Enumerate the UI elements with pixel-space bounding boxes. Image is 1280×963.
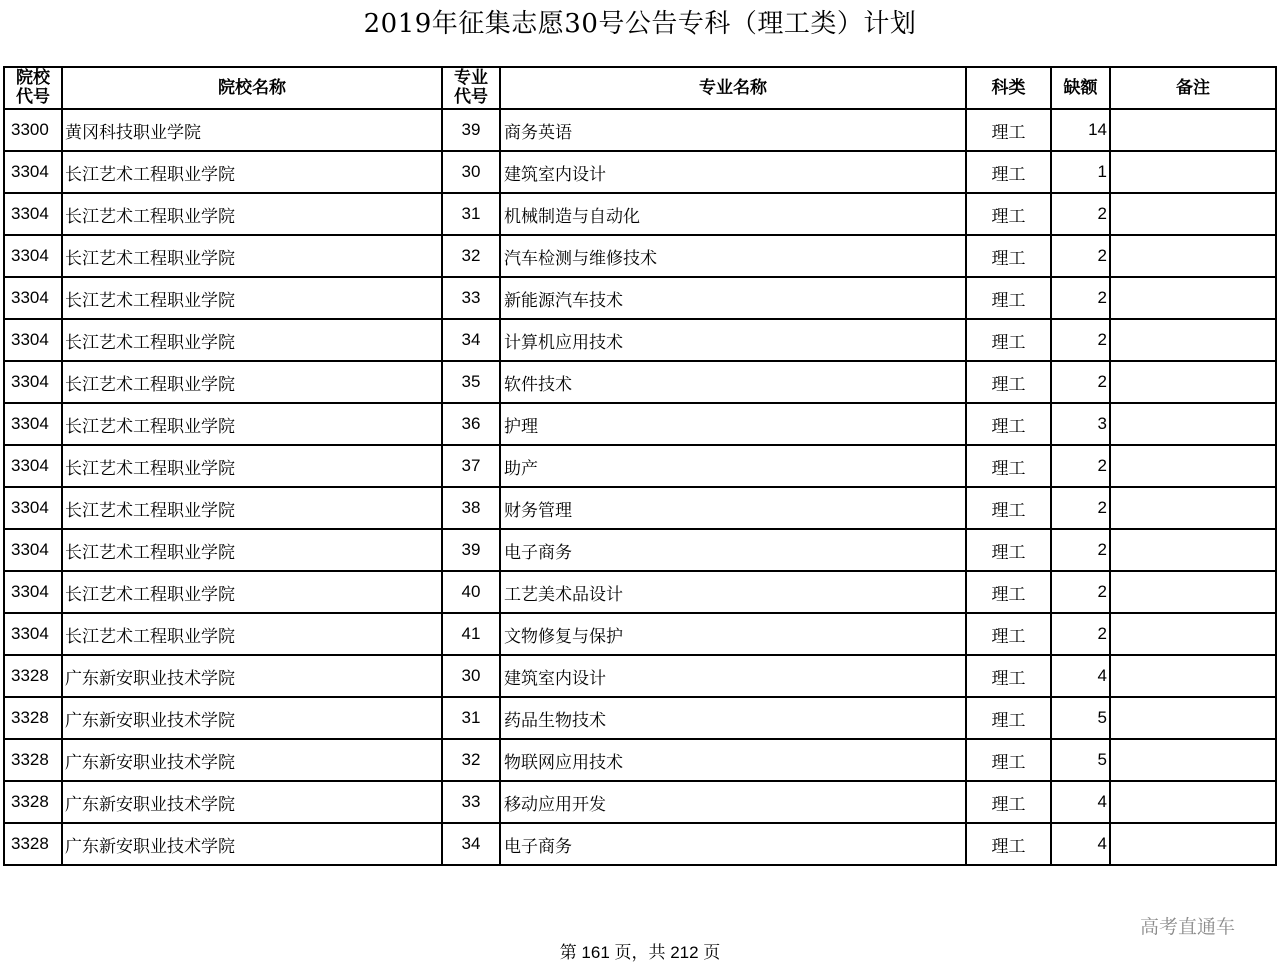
header-quota: 缺额 [1051,67,1110,109]
cell-major-name: 机械制造与自动化 [500,193,966,235]
header-major-name: 专业名称 [500,67,966,109]
cell-major-name: 软件技术 [500,361,966,403]
cell-major-code: 37 [442,445,500,487]
cell-major-name: 工艺美术品设计 [500,571,966,613]
cell-major-name: 商务英语 [500,109,966,151]
cell-major-code: 38 [442,487,500,529]
cell-category: 理工 [966,487,1051,529]
cell-major-code: 36 [442,403,500,445]
cell-quota: 14 [1051,109,1110,151]
cell-category: 理工 [966,403,1051,445]
cell-remark [1110,361,1276,403]
cell-major-code: 31 [442,697,500,739]
cell-major-code: 34 [442,319,500,361]
cell-school-name: 长江艺术工程职业学院 [62,445,442,487]
table-row [4,613,1276,655]
cell-remark [1110,151,1276,193]
table-row [4,277,1276,319]
cell-school-name: 长江艺术工程职业学院 [62,487,442,529]
cell-quota: 2 [1051,445,1110,487]
cell-category: 理工 [966,613,1051,655]
cell-quota: 4 [1051,823,1110,865]
cell-school-code: 3304 [4,193,62,235]
table-row [4,445,1276,487]
cell-major-code: 31 [442,193,500,235]
cell-remark [1110,823,1276,865]
cell-school-name: 长江艺术工程职业学院 [62,277,442,319]
cell-major-code: 41 [442,613,500,655]
cell-school-name: 黄冈科技职业学院 [62,109,442,151]
header-remark: 备注 [1110,67,1276,109]
header-category: 科类 [966,67,1051,109]
cell-school-code: 3304 [4,445,62,487]
cell-category: 理工 [966,109,1051,151]
cell-school-name: 长江艺术工程职业学院 [62,361,442,403]
table-row [4,697,1276,739]
header-school-code-line1: 院校 [16,68,50,88]
cell-school-code: 3304 [4,571,62,613]
cell-major-code: 34 [442,823,500,865]
table-row [4,319,1276,361]
header-school-code [4,67,62,109]
cell-major-code: 30 [442,655,500,697]
cell-quota: 2 [1051,571,1110,613]
cell-major-name: 新能源汽车技术 [500,277,966,319]
table-row [4,193,1276,235]
cell-major-code: 33 [442,277,500,319]
cell-category: 理工 [966,151,1051,193]
cell-remark [1110,781,1276,823]
cell-quota: 2 [1051,361,1110,403]
cell-quota: 1 [1051,151,1110,193]
cell-remark [1110,697,1276,739]
cell-category: 理工 [966,193,1051,235]
table-row [4,655,1276,697]
cell-major-name: 财务管理 [500,487,966,529]
cell-major-name: 护理 [500,403,966,445]
cell-school-name: 长江艺术工程职业学院 [62,235,442,277]
page-title: 2019年征集志愿30号公告专科（理工类）计划 [363,9,917,39]
cell-category: 理工 [966,235,1051,277]
cell-major-code: 33 [442,781,500,823]
enrollment-plan-table [3,66,1277,866]
cell-remark [1110,445,1276,487]
cell-category: 理工 [966,781,1051,823]
cell-quota: 5 [1051,739,1110,781]
cell-major-code: 30 [442,151,500,193]
table-row [4,235,1276,277]
cell-major-name: 电子商务 [500,823,966,865]
cell-quota: 2 [1051,529,1110,571]
cell-remark [1110,403,1276,445]
cell-remark [1110,193,1276,235]
cell-school-name: 长江艺术工程职业学院 [62,193,442,235]
cell-major-code: 39 [442,109,500,151]
cell-quota: 2 [1051,235,1110,277]
cell-quota: 4 [1051,655,1110,697]
cell-school-name: 长江艺术工程职业学院 [62,403,442,445]
cell-category: 理工 [966,361,1051,403]
cell-category: 理工 [966,739,1051,781]
table-row [4,361,1276,403]
cell-school-name: 广东新安职业技术学院 [62,823,442,865]
cell-major-name: 建筑室内设计 [500,151,966,193]
watermark: 高考直通车 [1140,916,1236,938]
cell-school-name: 长江艺术工程职业学院 [62,571,442,613]
cell-quota: 2 [1051,277,1110,319]
cell-quota: 2 [1051,319,1110,361]
table-header-row [4,67,1276,109]
cell-school-code: 3304 [4,403,62,445]
cell-major-name: 建筑室内设计 [500,655,966,697]
cell-school-code: 3304 [4,319,62,361]
cell-category: 理工 [966,277,1051,319]
cell-school-code: 3304 [4,151,62,193]
cell-school-code: 3304 [4,613,62,655]
cell-category: 理工 [966,445,1051,487]
table-row [4,487,1276,529]
header-major-code-line1: 专业 [454,68,488,88]
cell-school-code: 3328 [4,655,62,697]
cell-school-name: 广东新安职业技术学院 [62,781,442,823]
cell-major-code: 39 [442,529,500,571]
page-footer: 第 161 页，共 212 页 [559,943,721,962]
cell-remark [1110,739,1276,781]
table-row [4,151,1276,193]
cell-school-code: 3304 [4,487,62,529]
cell-major-name: 物联网应用技术 [500,739,966,781]
cell-major-code: 35 [442,361,500,403]
cell-major-code: 40 [442,571,500,613]
cell-category: 理工 [966,697,1051,739]
cell-remark [1110,571,1276,613]
cell-quota: 5 [1051,697,1110,739]
cell-school-name: 长江艺术工程职业学院 [62,613,442,655]
cell-quota: 4 [1051,781,1110,823]
table-body [4,109,1276,865]
cell-school-code: 3328 [4,697,62,739]
cell-school-code: 3328 [4,781,62,823]
cell-major-name: 计算机应用技术 [500,319,966,361]
header-major-code [442,67,500,109]
cell-school-code: 3300 [4,109,62,151]
cell-major-name: 助产 [500,445,966,487]
cell-quota: 2 [1051,613,1110,655]
cell-remark [1110,277,1276,319]
cell-category: 理工 [966,823,1051,865]
cell-school-code: 3304 [4,361,62,403]
cell-major-name: 药品生物技术 [500,697,966,739]
cell-school-name: 长江艺术工程职业学院 [62,529,442,571]
cell-school-code: 3304 [4,529,62,571]
cell-remark [1110,529,1276,571]
cell-quota: 3 [1051,403,1110,445]
table-row [4,529,1276,571]
cell-school-name: 广东新安职业技术学院 [62,655,442,697]
cell-major-name: 移动应用开发 [500,781,966,823]
cell-remark [1110,319,1276,361]
table-row [4,109,1276,151]
cell-school-name: 广东新安职业技术学院 [62,697,442,739]
cell-category: 理工 [966,529,1051,571]
table-row [4,823,1276,865]
table-row [4,739,1276,781]
cell-remark [1110,235,1276,277]
table-row [4,571,1276,613]
cell-major-name: 汽车检测与维修技术 [500,235,966,277]
cell-remark [1110,487,1276,529]
cell-major-name: 文物修复与保护 [500,613,966,655]
cell-category: 理工 [966,571,1051,613]
cell-category: 理工 [966,655,1051,697]
cell-remark [1110,613,1276,655]
header-major-code-line2: 代号 [454,87,488,107]
cell-school-name: 长江艺术工程职业学院 [62,151,442,193]
table-row [4,403,1276,445]
cell-major-code: 32 [442,235,500,277]
cell-school-name: 长江艺术工程职业学院 [62,319,442,361]
cell-school-code: 3328 [4,739,62,781]
cell-school-code: 3328 [4,823,62,865]
table-row [4,781,1276,823]
cell-remark [1110,109,1276,151]
cell-major-code: 32 [442,739,500,781]
cell-school-code: 3304 [4,277,62,319]
header-school-code-line2: 代号 [16,87,50,107]
cell-quota: 2 [1051,193,1110,235]
cell-school-code: 3304 [4,235,62,277]
cell-school-name: 广东新安职业技术学院 [62,739,442,781]
cell-remark [1110,655,1276,697]
cell-category: 理工 [966,319,1051,361]
header-school-name: 院校名称 [62,67,442,109]
cell-quota: 2 [1051,487,1110,529]
cell-major-name: 电子商务 [500,529,966,571]
